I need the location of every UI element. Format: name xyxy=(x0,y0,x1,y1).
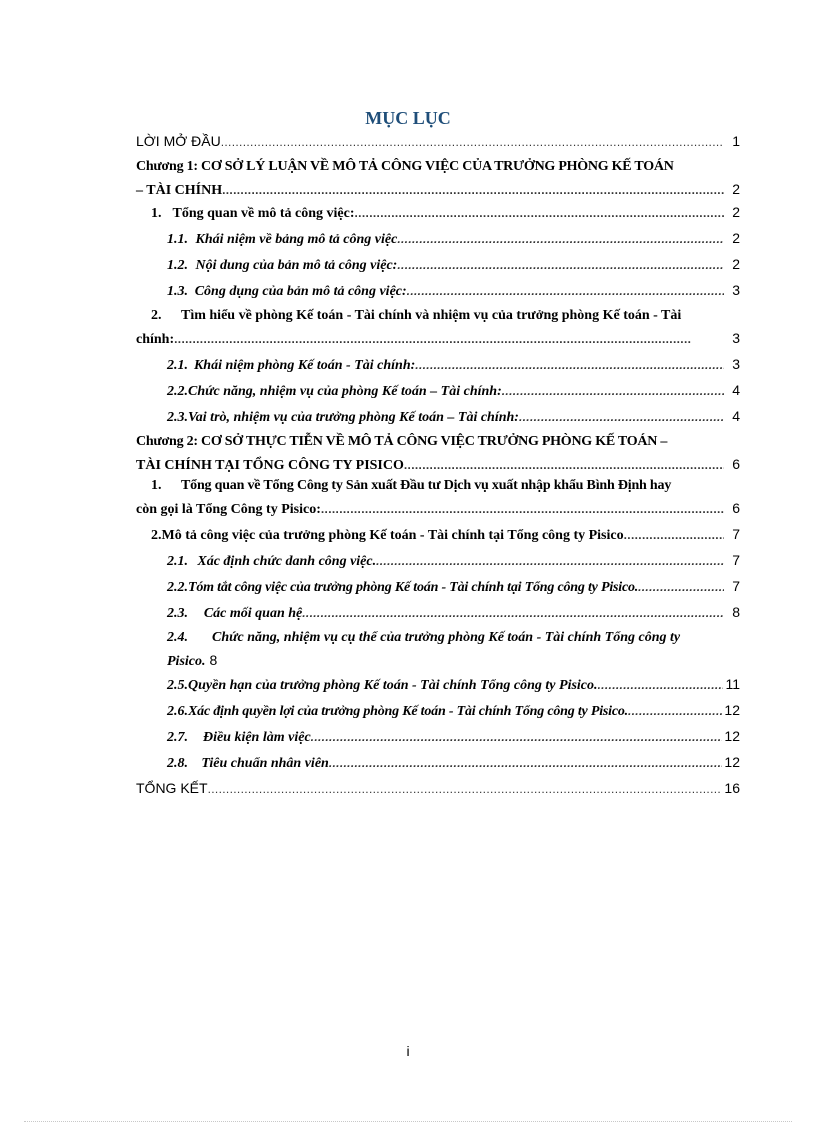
toc-entry-1-1[interactable] xyxy=(136,227,740,253)
toc-entry-number: 2.6. xyxy=(167,704,188,719)
toc-entry-label: Quyền hạn của trưởng phòng Kế toán - Tài chính Tổng công ty Pisico. xyxy=(188,678,598,693)
toc-entry-2-1[interactable] xyxy=(136,353,740,379)
dot-leader xyxy=(624,524,724,546)
toc-entry-label: Tổng quan về mô tả công việc: xyxy=(172,206,355,221)
dot-leader xyxy=(397,254,724,276)
toc-entry-c2-2-4[interactable] xyxy=(136,627,740,673)
toc-entry-label: Chức năng, nhiệm vụ của phòng Kế toán – Tài chính: xyxy=(188,384,502,399)
toc-entry-number: 1.3. xyxy=(167,284,188,299)
toc-entry-label: Tiêu chuẩn nhân viên xyxy=(201,756,329,771)
toc-entry-number: 1. xyxy=(151,206,162,221)
toc-entry-number: 1. xyxy=(151,478,162,493)
toc-entry-label-line1: Tổng quan về Tổng Công ty Sản xuất Đầu tư Dịch vụ xuất nhập khẩu Bình Định hay xyxy=(181,478,672,493)
toc-entry-1[interactable] xyxy=(136,201,740,227)
toc-page-number: 1 xyxy=(732,133,740,149)
toc-entry-number: 2.1. xyxy=(167,358,188,373)
toc-entry-number: 2.2. xyxy=(167,384,188,399)
toc-entry-label: Các mối quan hệ xyxy=(203,606,303,621)
toc-entry-2-3[interactable] xyxy=(136,405,740,431)
dot-leader xyxy=(311,726,723,748)
toc-page-number: 2 xyxy=(732,181,740,197)
toc-entry-label: Xác định chức danh công việc. xyxy=(197,554,377,569)
dot-leader xyxy=(355,202,724,224)
dot-leader xyxy=(222,179,724,201)
toc-entry-c2-1[interactable] xyxy=(136,475,740,523)
toc-entry-chapter-1[interactable] xyxy=(136,156,740,200)
toc-entry-number: 2.1. xyxy=(167,554,188,569)
toc-entry-c2-2[interactable] xyxy=(136,523,740,549)
toc-entry-label: Công dụng của bản mô tả công việc: xyxy=(194,284,407,299)
dot-leader xyxy=(407,280,724,302)
toc-page-number: 16 xyxy=(724,780,740,796)
toc-entry-number: 2.3. xyxy=(167,606,188,621)
toc-entry-number: 2.4. xyxy=(167,630,188,645)
toc-entry-number: 1.2. xyxy=(167,258,188,273)
toc-entry-label: Khái niệm về bảng mô tả công việc xyxy=(195,232,398,247)
toc-entry-c2-2-8[interactable] xyxy=(136,751,740,777)
toc-entry-label-line2: chính: xyxy=(136,332,175,347)
toc-page-number: 2 xyxy=(732,256,740,272)
toc-page-number: 6 xyxy=(732,500,740,516)
dot-leader xyxy=(208,778,723,800)
toc-entry-label: Điều kiện làm việc xyxy=(202,730,311,745)
toc-page-number: 2 xyxy=(732,230,740,246)
toc-page-number: 7 xyxy=(732,526,740,542)
toc-page-number: 12 xyxy=(724,754,740,770)
dot-leader xyxy=(404,454,724,476)
toc-entry-c2-2-5[interactable] xyxy=(136,673,740,699)
toc-page-number: 7 xyxy=(732,578,740,594)
dot-leader xyxy=(321,498,724,520)
page-bottom-border xyxy=(24,1121,792,1122)
toc-entry-label-line1: Chương 2: CƠ SỞ THỰC TIỄN VỀ MÔ TẢ CÔNG VIỆC TRƯỞNG PHÒNG KẾ TOÁN – xyxy=(136,434,668,449)
dot-leader xyxy=(397,228,724,250)
dot-leader xyxy=(174,328,724,350)
dot-leader xyxy=(415,354,724,376)
toc-entry-label-line2: Pisico. xyxy=(167,654,206,669)
toc-page-number: 6 xyxy=(732,456,740,472)
dot-leader xyxy=(502,380,724,402)
toc-page-number: 11 xyxy=(725,676,740,692)
toc-entry-label: TỔNG KẾT xyxy=(136,780,208,796)
toc-entry-number: 2.5. xyxy=(167,678,188,693)
toc-entry-c2-2-3[interactable] xyxy=(136,601,740,627)
toc-entry-chapter-2[interactable] xyxy=(136,431,740,475)
dot-leader xyxy=(598,674,724,696)
toc-entry-2[interactable] xyxy=(136,305,740,353)
toc-entry-c2-2-6[interactable] xyxy=(136,699,740,725)
toc-page-number: 12 xyxy=(724,702,740,718)
toc-entry-c2-2-7[interactable] xyxy=(136,725,740,751)
toc-entry-label: Vai trò, nhiệm vụ của trưởng phòng Kế toán – Tài chính: xyxy=(188,410,519,425)
toc-page-number: 7 xyxy=(732,552,740,568)
dot-leader xyxy=(221,131,724,153)
dot-leader xyxy=(638,576,724,598)
toc-entry-label: Khái niệm phòng Kế toán - Tài chính: xyxy=(193,358,416,373)
toc-entry-label: Mô tả công việc của trưởng phòng Kế toán - Tài chính tại Tổng công ty Pisico xyxy=(161,528,624,543)
toc-entry-number: 1.1. xyxy=(167,232,188,247)
toc-entry-conclusion[interactable] xyxy=(136,777,740,803)
toc-page-number: 8 xyxy=(732,604,740,620)
toc-entry-label-line1: Chức năng, nhiệm vụ cụ thể của trưởng phòng Kế toán - Tài chính Tổng công ty xyxy=(212,630,681,645)
toc-page-number: 2 xyxy=(732,204,740,220)
toc-page-number: 3 xyxy=(732,330,740,346)
toc-entry-label-line1: Chương 1: CƠ SỞ LÝ LUẬN VỀ MÔ TẢ CÔNG VIỆC CỦA TRƯỞNG PHÒNG KẾ TOÁN xyxy=(136,159,674,174)
toc-entry-number: 2.7. xyxy=(167,730,188,745)
toc-entry-1-3[interactable] xyxy=(136,279,740,305)
dot-leader xyxy=(628,700,722,722)
toc-entry-number: 2.8. xyxy=(167,756,188,771)
dot-leader xyxy=(302,602,724,624)
toc-entry-label: LỜI MỞ ĐẦU xyxy=(136,133,221,149)
toc-entry-label: Xác định quyền lợi của trưởng phòng Kế toán - Tài chính Tổng công ty Pisico. xyxy=(188,704,628,719)
dot-leader xyxy=(519,406,724,428)
toc-entry-label-line2: TÀI CHÍNH TẠI TỔNG CÔNG TY PISICO xyxy=(136,458,404,473)
toc-entry-number: 2. xyxy=(151,308,162,323)
toc-entry-number: 2. xyxy=(151,528,162,543)
toc-entry-1-2[interactable] xyxy=(136,253,740,279)
dot-leader xyxy=(329,752,723,774)
toc-page-number: 8 xyxy=(209,652,218,668)
toc-title: MỤC LỤC xyxy=(365,108,451,128)
toc-entry-c2-2-2[interactable] xyxy=(136,575,740,601)
dot-leader xyxy=(376,550,724,572)
toc-page-number: 4 xyxy=(732,382,740,398)
toc-entry-2-2[interactable] xyxy=(136,379,740,405)
toc-entry-c2-2-1[interactable] xyxy=(136,549,740,575)
toc-page-number: 3 xyxy=(732,356,740,372)
toc-entry-label-line2: còn gọi là Tổng Công ty Pisico: xyxy=(136,502,321,517)
toc-entry-number: 2.2. xyxy=(167,580,188,595)
table-of-contents xyxy=(136,130,740,803)
page-number-footer: i xyxy=(406,1043,410,1059)
toc-entry-intro[interactable] xyxy=(136,130,740,156)
toc-page-number: 12 xyxy=(724,728,740,744)
toc-entry-label-line1: Tìm hiểu về phòng Kế toán - Tài chính và nhiệm vụ của trưởng phòng Kế toán - Tài xyxy=(181,308,682,323)
toc-entry-label: Nội dung của bản mô tả công việc: xyxy=(195,258,398,273)
toc-entry-label-line2: – TÀI CHÍNH xyxy=(136,183,223,198)
toc-entry-number: 2.3. xyxy=(167,410,188,425)
toc-page-number: 4 xyxy=(732,408,740,424)
toc-entry-label: Tóm tắt công việc của trưởng phòng Kế toán - Tài chính tại Tổng công ty Pisico. xyxy=(188,580,639,595)
toc-page-number: 3 xyxy=(732,282,740,298)
